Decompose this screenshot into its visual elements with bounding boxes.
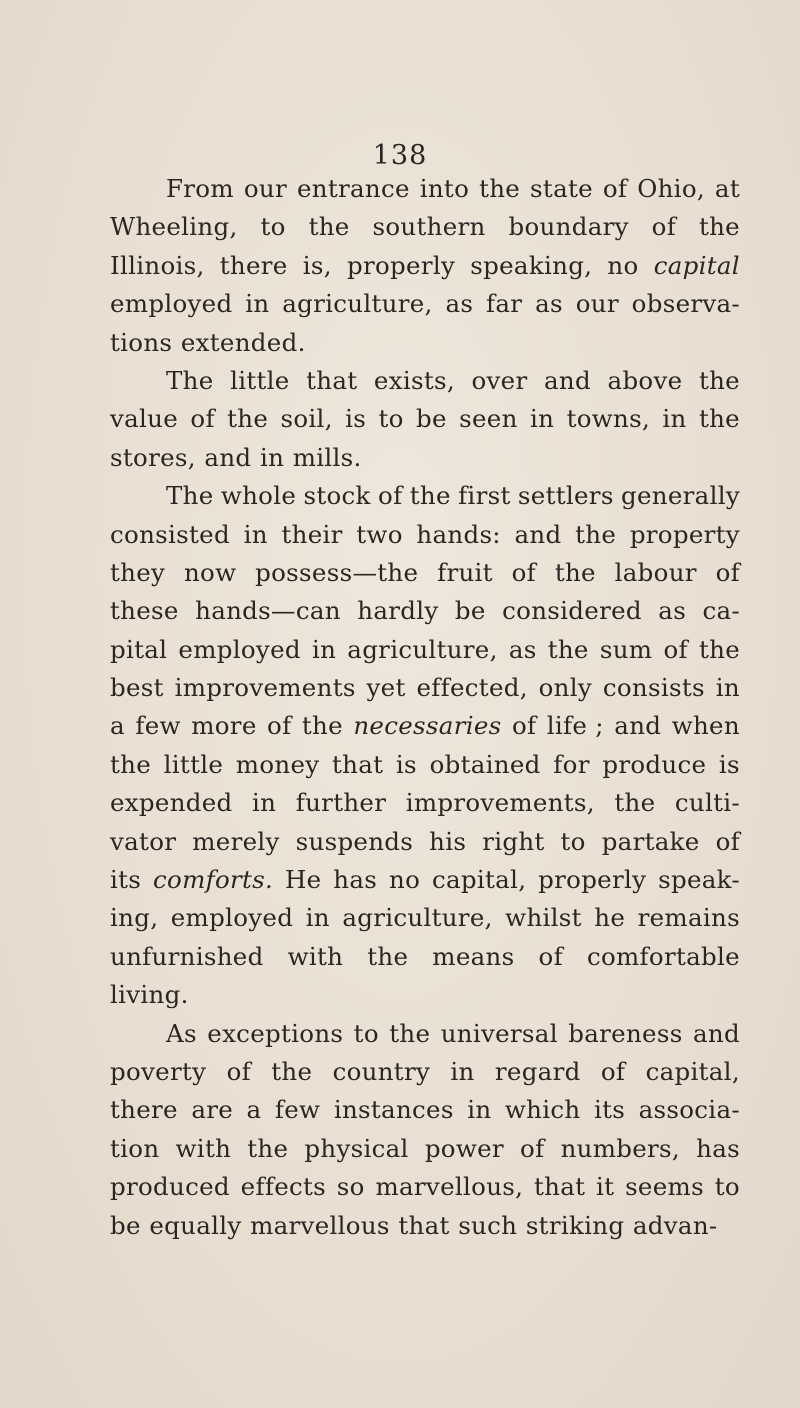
word: the — [227, 404, 269, 434]
text-line — [110, 899, 740, 937]
word: of — [511, 711, 537, 741]
word: into — [419, 174, 470, 203]
word: to — [378, 404, 404, 434]
word: properly — [347, 250, 456, 280]
word: the — [110, 749, 152, 779]
word: and — [614, 711, 662, 741]
word: for — [553, 749, 590, 779]
word: little — [163, 749, 224, 779]
word: above — [607, 365, 683, 395]
word: of — [267, 711, 292, 741]
word: capital — [653, 250, 740, 280]
word: sum — [599, 634, 653, 664]
word: of — [715, 557, 740, 587]
word: stock — [303, 481, 371, 511]
word: soil, — [280, 404, 333, 434]
word: few — [274, 1095, 321, 1125]
word: he — [594, 903, 626, 933]
word: ca- — [702, 596, 740, 626]
word: its — [593, 1095, 626, 1125]
word: in — [450, 1056, 475, 1086]
word: the — [698, 212, 740, 242]
word: few — [135, 711, 181, 741]
word: of — [602, 174, 628, 203]
word: comfortable — [586, 941, 740, 971]
word: partake — [601, 826, 700, 856]
word: pital — [110, 634, 168, 664]
word: in — [252, 788, 277, 818]
word: is, — [302, 250, 332, 280]
word: capital, — [431, 865, 527, 895]
word: state — [530, 174, 593, 203]
word: is — [718, 749, 740, 779]
word: exceptions — [207, 1018, 344, 1048]
word: money — [235, 749, 320, 779]
text-line — [110, 861, 740, 899]
word: over — [471, 365, 528, 395]
word: right — [482, 826, 545, 856]
word: these — [110, 596, 179, 626]
word: agriculture, — [282, 289, 433, 319]
word: bareness — [568, 1018, 683, 1048]
word: property — [629, 519, 740, 549]
text-line — [110, 1207, 740, 1245]
word: to — [260, 212, 286, 242]
word: As — [166, 1018, 197, 1048]
text-line — [110, 746, 740, 784]
word: in — [715, 673, 740, 703]
word: merely — [192, 826, 280, 856]
word: extended. — [180, 327, 306, 357]
word: means — [432, 941, 515, 971]
word: culti- — [674, 788, 740, 818]
page-number: 138 — [372, 140, 428, 171]
word: in — [662, 404, 687, 434]
word: first — [458, 481, 511, 511]
word: the — [308, 212, 350, 242]
word: with — [287, 941, 344, 971]
word: such — [458, 1210, 518, 1240]
word: boundary — [508, 212, 629, 242]
word: that — [534, 1172, 586, 1202]
word: striking — [525, 1210, 625, 1240]
word: more — [191, 711, 257, 741]
word: entrance — [296, 174, 410, 203]
word: Illinois, — [110, 250, 205, 280]
text-line — [110, 1091, 740, 1129]
word: is — [395, 749, 417, 779]
word: improvements — [174, 673, 356, 703]
word: stores, — [110, 442, 196, 472]
word: that — [332, 749, 384, 779]
word: far — [486, 289, 523, 319]
word: instances — [333, 1095, 454, 1125]
word: that — [398, 1210, 450, 1240]
word: whilst — [505, 903, 582, 933]
word: a — [246, 1095, 262, 1125]
word: be — [416, 404, 447, 434]
word: numbers, — [560, 1133, 681, 1163]
word: in — [259, 442, 285, 472]
text-line — [110, 784, 740, 822]
body-text — [110, 170, 740, 1245]
word: and — [204, 442, 252, 472]
word: in — [305, 903, 330, 933]
word: the — [409, 481, 451, 511]
word: which — [504, 1095, 581, 1125]
text-line — [110, 362, 740, 400]
word: there — [110, 1095, 178, 1125]
word: agriculture, — [347, 634, 498, 664]
word: power — [424, 1133, 504, 1163]
word: properly — [538, 865, 647, 895]
word: no — [607, 250, 639, 280]
word: settlers — [517, 481, 614, 511]
word: southern — [372, 212, 486, 242]
word: vator — [110, 826, 177, 856]
paragraph — [110, 362, 740, 477]
word: of — [715, 826, 740, 856]
word: physical — [304, 1133, 409, 1163]
text-line — [110, 554, 740, 592]
word: considered — [502, 596, 642, 626]
word: they — [110, 557, 166, 587]
word: the — [479, 174, 521, 203]
word: as — [508, 634, 537, 664]
word: whole — [220, 481, 297, 511]
word: the — [698, 404, 740, 434]
word: produce — [602, 749, 707, 779]
word: possess—the — [255, 557, 419, 587]
text-line — [110, 208, 740, 246]
word: the — [575, 519, 617, 549]
word: be — [454, 596, 486, 626]
word: associa- — [638, 1095, 740, 1125]
word: that — [306, 365, 358, 395]
word: suspends — [295, 826, 414, 856]
word: the — [367, 941, 409, 971]
word: it — [596, 1172, 615, 1202]
word: and — [514, 519, 562, 549]
word: He — [284, 865, 322, 895]
word: consisted — [110, 519, 230, 549]
word: the — [698, 365, 740, 395]
word: Wheeling, — [110, 212, 238, 242]
word: mills. — [292, 442, 362, 472]
word: unfurnished — [110, 941, 264, 971]
word: expended — [110, 788, 233, 818]
text-line — [110, 823, 740, 861]
word: there — [219, 250, 288, 280]
text-line — [110, 938, 740, 976]
word: is — [345, 404, 367, 434]
word: our — [243, 174, 287, 203]
word: and — [692, 1018, 740, 1048]
word: his — [429, 826, 467, 856]
word: living. — [110, 980, 189, 1010]
word: country — [332, 1056, 431, 1086]
word: generally — [621, 481, 740, 511]
word: advan- — [632, 1210, 718, 1240]
word: be — [110, 1210, 141, 1240]
word: hands: — [416, 519, 501, 549]
word: little — [230, 365, 290, 395]
word: speaking, — [470, 250, 593, 280]
word: of — [651, 212, 677, 242]
word: poverty — [110, 1056, 207, 1086]
paragraph — [110, 477, 740, 1014]
word: ing, — [110, 903, 159, 933]
text-line — [110, 1053, 740, 1091]
word: as — [535, 289, 563, 319]
word: the — [554, 557, 596, 587]
word: in — [243, 519, 268, 549]
word: of — [378, 481, 403, 511]
word: capital, — [645, 1056, 740, 1086]
word: obtained — [429, 749, 541, 779]
word: in — [467, 1095, 492, 1125]
text-line — [110, 285, 740, 323]
word: agriculture, — [342, 903, 493, 933]
text-line — [110, 516, 740, 554]
text-line — [110, 477, 740, 515]
word: and — [544, 365, 591, 395]
word: best — [110, 673, 164, 703]
word: no — [389, 865, 421, 895]
word: life ; — [546, 711, 604, 741]
word: the — [271, 1056, 313, 1086]
word: value — [110, 404, 179, 434]
word: tion — [110, 1133, 160, 1163]
text-line — [110, 170, 740, 208]
word: employed — [170, 903, 294, 933]
word: fruit — [437, 557, 493, 587]
word: are — [191, 1095, 234, 1125]
text-line — [110, 400, 740, 438]
word: labour — [614, 557, 697, 587]
word: now — [183, 557, 237, 587]
word: with — [175, 1133, 232, 1163]
word: the — [698, 634, 740, 664]
word: produced — [110, 1172, 230, 1202]
word: necessaries — [353, 711, 502, 741]
word: marvellous — [250, 1210, 390, 1240]
word: of — [600, 1056, 626, 1086]
text-line — [110, 1130, 740, 1168]
word: The — [166, 481, 214, 511]
word: the — [301, 711, 343, 741]
word: in — [245, 289, 270, 319]
paragraph — [110, 170, 740, 362]
paragraph — [110, 1015, 740, 1245]
word: yet — [366, 673, 406, 703]
word: regard — [494, 1056, 581, 1086]
word: comforts. — [153, 865, 274, 895]
word: its — [110, 865, 142, 895]
word: of — [663, 634, 688, 664]
word: marvellous, — [375, 1172, 524, 1202]
word: of — [190, 404, 215, 434]
word: as — [658, 596, 687, 626]
word: hardly — [357, 596, 439, 626]
word: to — [353, 1018, 379, 1048]
word: improvements, — [405, 788, 595, 818]
word: employed — [110, 289, 233, 319]
word: exists, — [373, 365, 455, 395]
word: so — [336, 1172, 365, 1202]
text-line — [110, 324, 740, 362]
text-line — [110, 439, 740, 477]
word: has — [333, 865, 378, 895]
word: of — [538, 941, 563, 971]
word: of — [520, 1133, 545, 1163]
word: further — [295, 788, 387, 818]
text-line — [110, 631, 740, 669]
text-line — [110, 1015, 740, 1053]
word: employed — [178, 634, 301, 664]
text-line — [110, 976, 740, 1014]
word: the — [614, 788, 656, 818]
word: effected, — [416, 673, 528, 703]
word: equally — [149, 1210, 242, 1240]
word: as — [445, 289, 474, 319]
word: remains — [637, 903, 740, 933]
word: in — [311, 634, 337, 664]
word: our — [575, 289, 619, 319]
word: Ohio, — [637, 174, 705, 203]
text-line — [110, 1168, 740, 1206]
word: when — [671, 711, 740, 741]
word: in — [530, 404, 555, 434]
word: of — [511, 557, 537, 587]
word: seen — [459, 404, 518, 434]
word: at — [714, 174, 740, 203]
word: has — [696, 1133, 740, 1163]
word: The — [166, 365, 214, 395]
word: only — [538, 673, 593, 703]
word: tions — [110, 327, 173, 357]
word: observa- — [631, 289, 740, 319]
word: the — [389, 1018, 431, 1048]
word: two — [356, 519, 403, 549]
word: to — [560, 826, 586, 856]
text-line — [110, 669, 740, 707]
word: seems — [625, 1172, 704, 1202]
word: speak- — [658, 865, 740, 895]
word: a — [110, 711, 125, 741]
text-line — [110, 592, 740, 630]
word: towns, — [566, 404, 651, 434]
word: universal — [440, 1018, 558, 1048]
word: to — [714, 1172, 740, 1202]
text-line — [110, 707, 740, 745]
word: of — [226, 1056, 251, 1086]
word: the — [247, 1133, 289, 1163]
word: the — [547, 634, 589, 664]
text-line — [110, 247, 740, 285]
word: From — [166, 174, 234, 203]
word: their — [281, 519, 343, 549]
word: effects — [240, 1172, 327, 1202]
word: consists — [602, 673, 705, 703]
word: hands—can — [195, 596, 341, 626]
